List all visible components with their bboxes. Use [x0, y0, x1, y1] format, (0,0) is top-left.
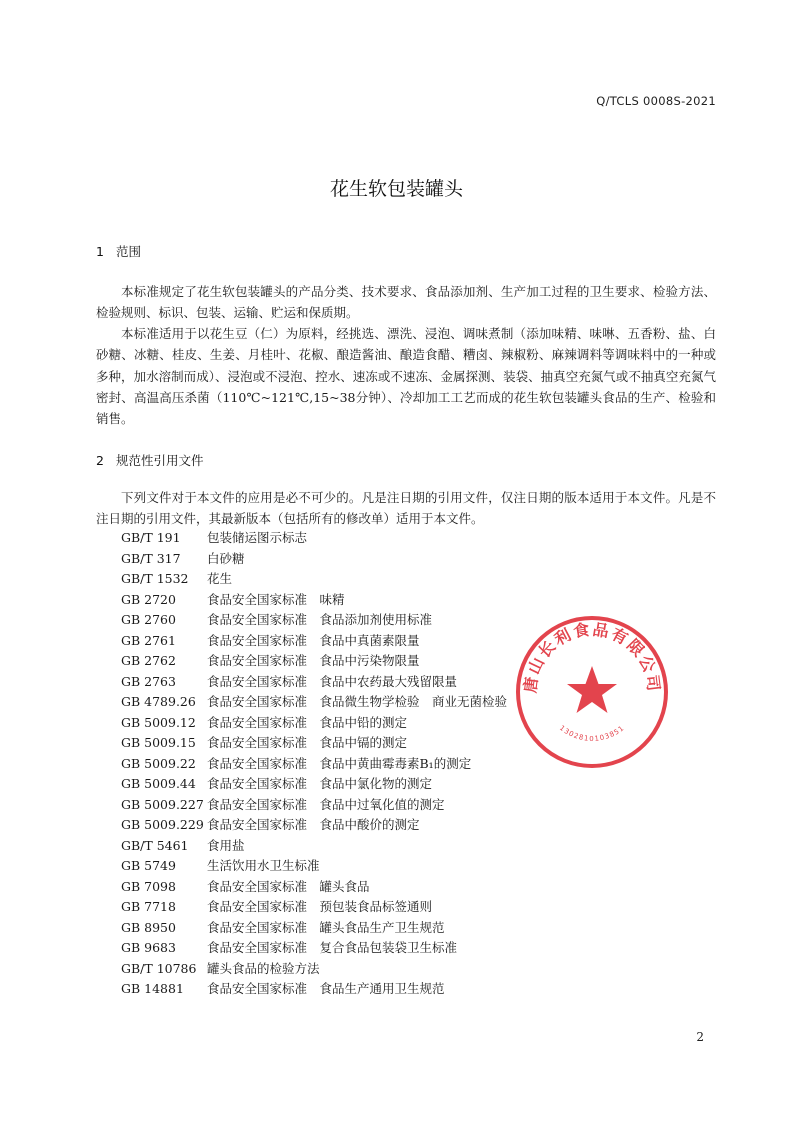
reference-title: 食品安全国家标准 食品生产通用卫生规范	[207, 981, 445, 996]
reference-title: 食品安全国家标准 罐头食品生产卫生规范	[207, 919, 445, 935]
reference-code: GB 7098	[121, 878, 176, 894]
reference-item	[121, 754, 507, 775]
reference-title: 包装储运图示标志	[207, 530, 308, 545]
reference-title: 食品安全国家标准 食品中氯化物的测定	[207, 776, 433, 791]
reference-item	[121, 569, 507, 590]
reference-title: 食用盐	[207, 837, 245, 853]
seal-star-icon	[567, 666, 617, 713]
standard-code: Q/TCLS 0008S-2021	[596, 94, 716, 108]
reference-code: GB 2763	[121, 673, 176, 689]
reference-title: 生活饮用水卫生标准	[207, 858, 320, 873]
reference-item	[121, 795, 507, 816]
reference-item	[121, 877, 507, 898]
reference-item	[121, 815, 507, 836]
reference-item	[121, 672, 507, 693]
seal-company-text: 唐山长利食品有限公司	[520, 619, 664, 694]
reference-title: 白砂糖	[207, 550, 245, 566]
reference-item	[121, 733, 507, 754]
reference-item	[121, 856, 507, 877]
reference-code: GB 2720	[121, 591, 176, 607]
reference-title: 食品安全国家标准 罐头食品	[207, 878, 370, 894]
reference-item	[121, 979, 507, 1000]
reference-title: 罐头食品的检验方法	[207, 960, 320, 976]
seal-serial-text: 1302810103851	[557, 723, 627, 743]
section-1-paragraph-1: 本标准规定了花生软包装罐头的产品分类、技术要求、食品添加剂、生产加工过程的卫生要求、检验方法、检验规则、标识、包装、运输、贮运和保质期。	[96, 284, 716, 321]
reference-code: GB 5009.12	[121, 714, 196, 730]
reference-title: 食品安全国家标准 食品中黄曲霉毒素B₁的测定	[207, 755, 472, 771]
reference-title: 食品安全国家标准 食品添加剂使用标准	[207, 612, 433, 627]
reference-title: 食品安全国家标准 食品中污染物限量	[207, 653, 420, 668]
reference-item	[121, 959, 507, 980]
section-1-title: 范围	[116, 244, 142, 259]
reference-item	[121, 713, 507, 734]
section-1-paragraph-2: 本标准适用于以花生豆（仁）为原料，经挑选、漂洗、浸泡、调味煮制（添加味精、味啉、五香粉、盐、白砂糖、冰糖、桂皮、生姜、月桂叶、花椒、酿造酱油、酿造食醋、糟卤、辣椒粉、麻辣调料等调味料中的一种或多种，加水溶制而成）、浸泡或不浸泡、控水、速冻或不速冻、金属探测、装袋、抽真空充氮气或不抽真空充氮气密封、高温高压杀菌（110℃~121℃,15~38分钟）、冷却加工工艺而成的花生软包装罐头食品的生产、检验和销售。	[96, 326, 716, 427]
reference-title: 食品安全国家标准 食品中酸价的测定	[207, 817, 420, 832]
reference-code: GB 5009.227	[121, 796, 204, 812]
reference-item	[121, 651, 507, 672]
document-title: 花生软包装罐头	[329, 178, 463, 200]
reference-title: 食品安全国家标准 食品微生物学检验 商业无菌检验	[207, 694, 508, 709]
reference-code: GB 2761	[121, 632, 176, 648]
reference-code: GB 5009.229	[121, 817, 204, 832]
reference-item	[121, 774, 507, 795]
reference-item	[121, 836, 507, 857]
reference-code: GB 4789.26	[121, 694, 196, 709]
section-1-number: 1	[96, 244, 104, 259]
reference-code: GB/T 5461	[121, 837, 189, 853]
reference-code: GB 5749	[121, 858, 176, 873]
reference-title: 食品安全国家标准 复合食品包装袋卫生标准	[207, 940, 458, 955]
reference-item	[121, 918, 507, 939]
reference-item	[121, 549, 507, 570]
section-2-paragraph-1: 下列文件对于本文件的应用是必不可少的。凡是注日期的引用文件，仅注日期的版本适用于本文件。凡是不注日期的引用文件，其最新版本（包括所有的修改单）适用于本文件。	[96, 490, 716, 527]
reference-title: 食品安全国家标准 食品中铅的测定	[207, 714, 408, 730]
reference-title: 食品安全国家标准 食品中过氧化值的测定	[207, 796, 445, 812]
section-1-heading	[96, 242, 141, 260]
section-2-heading	[96, 451, 204, 469]
reference-code: GB/T 1532	[121, 571, 189, 586]
reference-list	[121, 528, 507, 1000]
reference-code: GB/T 191	[121, 530, 181, 545]
reference-code: GB/T 10786	[121, 960, 197, 976]
reference-item	[121, 528, 507, 549]
reference-code: GB 14881	[121, 981, 184, 996]
reference-title: 食品安全国家标准 预包装食品标签通则	[207, 899, 433, 914]
page-number: 2	[696, 1030, 704, 1044]
reference-code: GB 2762	[121, 653, 176, 668]
reference-code: GB 5009.15	[121, 735, 196, 750]
reference-item	[121, 631, 507, 652]
section-2-number: 2	[96, 453, 104, 468]
section-2-title: 规范性引用文件	[116, 453, 204, 468]
reference-item	[121, 897, 507, 918]
reference-title: 食品安全国家标准 食品中农药最大残留限量	[207, 673, 458, 689]
reference-title: 食品安全国家标准 食品中镉的测定	[207, 735, 408, 750]
reference-code: GB 5009.44	[121, 776, 196, 791]
reference-item	[121, 938, 507, 959]
reference-title: 食品安全国家标准 味精	[207, 591, 345, 607]
reference-item	[121, 692, 507, 713]
reference-title: 花生	[207, 571, 233, 586]
reference-item	[121, 610, 507, 631]
reference-code: GB 9683	[121, 940, 176, 955]
company-seal	[514, 614, 670, 770]
reference-code: GB 7718	[121, 899, 176, 914]
reference-item	[121, 590, 507, 611]
reference-title: 食品安全国家标准 食品中真菌素限量	[207, 632, 420, 648]
reference-code: GB 5009.22	[121, 755, 196, 771]
reference-code: GB 8950	[121, 919, 176, 935]
reference-code: GB/T 317	[121, 550, 181, 566]
reference-code: GB 2760	[121, 612, 176, 627]
